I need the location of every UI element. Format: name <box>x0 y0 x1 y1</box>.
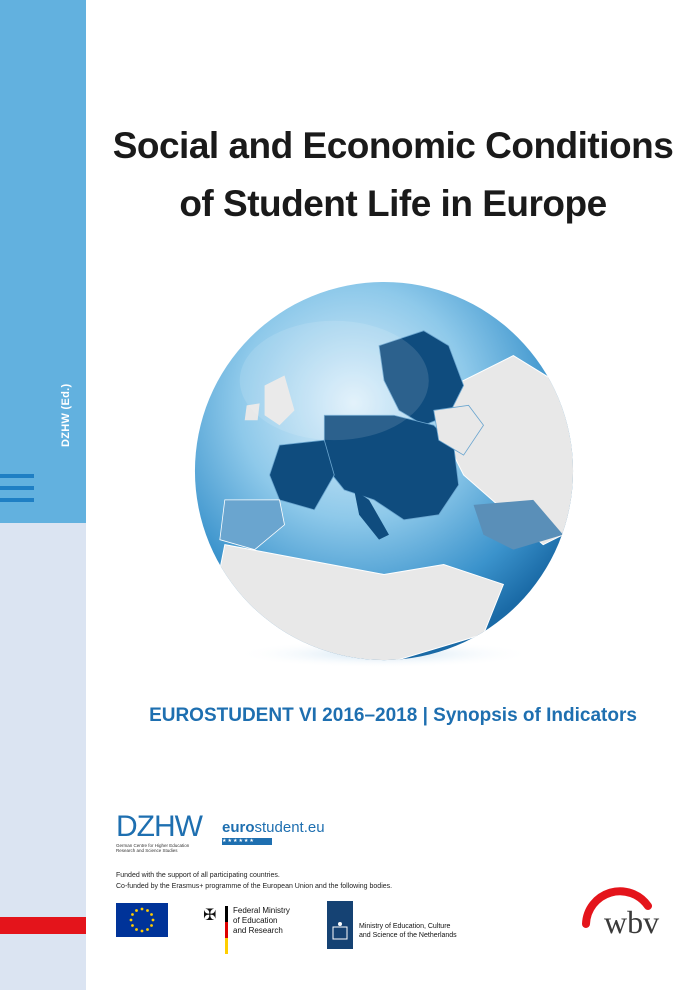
red-accent-bar <box>0 917 86 934</box>
funding-line-1: Funded with the support of all participating countries. <box>116 872 280 879</box>
eu-star <box>146 928 149 931</box>
nl-line-1: Ministry of Education, Culture <box>359 923 451 930</box>
eu-star <box>141 930 144 933</box>
eurostudent-logo <box>222 820 325 845</box>
dzhw-logo <box>116 812 206 853</box>
sidebar-top <box>0 0 86 523</box>
bmbf-line-1: Federal Ministry <box>233 906 290 915</box>
sidebar-stripe <box>0 498 34 502</box>
eurostudent-rest: student.eu <box>254 819 325 836</box>
eu-star <box>135 909 138 912</box>
eu-star <box>135 928 138 931</box>
bmbf-line-3: and Research <box>233 926 283 935</box>
eu-star <box>150 924 153 927</box>
eurostudent-stars: ★★★★★★ <box>222 838 272 845</box>
dutch-coat-of-arms-icon <box>327 901 353 949</box>
subtitle: EUROSTUDENT VI 2016–2018 | Synopsis of Indicators <box>149 705 637 726</box>
globe-europe-icon <box>185 276 583 674</box>
sidebar-stripe <box>0 486 34 490</box>
eu-star <box>131 913 134 916</box>
bmbf-line-2: of Education <box>233 916 278 925</box>
sidebar-stripe <box>0 474 34 478</box>
title-line-2: of Student Life in Europe <box>179 183 607 224</box>
eu-star <box>141 908 144 911</box>
funding-line-2: Co-funded by the Erasmus+ programme of the European Union and the following bodies. <box>116 883 393 890</box>
title-line-1: Social and Economic Conditions <box>112 125 674 166</box>
editor-label: DZHW (Ed.) <box>60 383 72 447</box>
german-flag-bar <box>225 906 228 954</box>
eu-star <box>146 909 149 912</box>
german-eagle-icon: ✠ <box>203 905 217 924</box>
dzhw-small-text: German Centre for Higher Education Research and Science Studies <box>116 843 190 853</box>
wbv-publisher-logo <box>572 876 662 946</box>
funding-note <box>116 870 392 892</box>
bmbf-logo <box>203 903 313 953</box>
eurostudent-bold: euro <box>222 819 255 836</box>
eu-flag-icon <box>116 903 168 937</box>
wbv-text: wbv <box>604 904 660 940</box>
eu-star <box>150 913 153 916</box>
eu-star <box>131 924 134 927</box>
nl-line-2: and Science of the Netherlands <box>359 932 457 939</box>
eu-star <box>152 919 155 922</box>
eu-star <box>130 919 133 922</box>
dzhw-mark: DZHW <box>116 810 202 843</box>
